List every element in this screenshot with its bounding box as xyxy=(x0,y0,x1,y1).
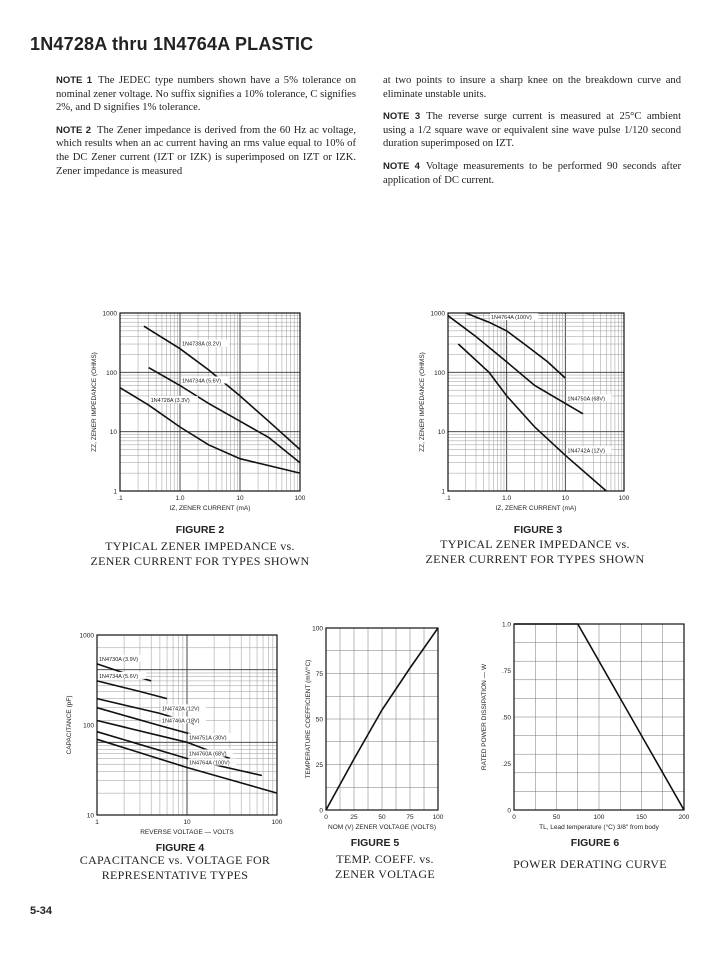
figure-6-chart xyxy=(472,612,702,838)
figure-6-caption xyxy=(480,857,700,872)
series-label: 1N4728A (3.3V) xyxy=(150,398,190,405)
figure-3-caption-line1: TYPICAL ZENER IMPEDANCE vs. xyxy=(440,537,630,551)
figure-4-chart xyxy=(55,625,295,837)
note-3-text: The reverse surge current is measured at 25°C ambient using a 1/2 square wave or equivalent sine wave pulse 1/120 second duration superimposed on IZT. xyxy=(383,111,682,150)
figure-4-caption xyxy=(40,853,310,883)
y-tick-label: 1.0 xyxy=(501,621,511,629)
x-tick-label: 0 xyxy=(512,814,516,821)
y-tick-label: 0 xyxy=(319,807,323,815)
plot-frame xyxy=(120,313,300,491)
note-3-label: NOTE 3 xyxy=(383,111,421,123)
y-tick-label: .50 xyxy=(501,714,511,722)
page-title: 1N4728A thru 1N4764A PLASTIC xyxy=(30,34,314,54)
x-tick-label: 10 xyxy=(561,495,569,502)
series-label: 1N4734A (5.6V) xyxy=(182,378,222,385)
figure-2-caption-line2: ZENER CURRENT FOR TYPES SHOWN xyxy=(90,554,310,568)
y-tick-label: 25 xyxy=(315,762,323,769)
series-line xyxy=(458,344,606,491)
series-label: 1N4750A (68V) xyxy=(567,396,605,403)
series-line xyxy=(120,388,300,473)
series-label: 1N4751A (30V) xyxy=(189,735,227,742)
notes-column-right xyxy=(383,74,681,196)
figure-5-caption-line2: ZENER VOLTAGE xyxy=(335,867,435,881)
page-number: 5-34 xyxy=(30,905,53,917)
y-tick-label: 10 xyxy=(109,429,117,437)
figure-4-label: FIGURE 4 xyxy=(155,842,205,854)
x-tick-label: 50 xyxy=(378,814,386,821)
y-tick-label: 1 xyxy=(441,488,445,496)
figure-3-caption xyxy=(385,537,685,567)
note-2-label: NOTE 2 xyxy=(56,124,92,136)
figure-4-caption-line1: CAPACITANCE vs. VOLTAGE FOR xyxy=(79,853,271,867)
figure-5-caption-line1: TEMP. COEFF. vs. xyxy=(336,852,434,866)
note-2 xyxy=(56,124,356,178)
figure-2-caption-line1: TYPICAL ZENER IMPEDANCE vs. xyxy=(105,539,295,553)
x-tick-label: 1 xyxy=(95,819,99,826)
note-4-label: NOTE 4 xyxy=(383,160,420,172)
x-tick-label: 100 xyxy=(593,814,605,821)
x-tick-label: 150 xyxy=(636,814,647,821)
series-line xyxy=(97,681,167,699)
y-tick-label: 100 xyxy=(434,369,445,377)
y-tick-label: 100 xyxy=(106,369,117,377)
x-tick-label: 100 xyxy=(618,495,630,502)
x-tick-label: 75 xyxy=(406,814,414,821)
series-label: 1N4742A (12V) xyxy=(567,448,605,455)
x-tick-label: 100 xyxy=(294,495,306,502)
x-tick-label: 200 xyxy=(678,814,690,821)
note-4 xyxy=(383,160,681,187)
x-tick-label: 25 xyxy=(350,814,358,821)
x-axis-label: IZ, ZENER CURRENT (mA) xyxy=(169,505,251,512)
x-tick-label: 1.0 xyxy=(502,495,512,502)
x-tick-label: 1.0 xyxy=(175,495,185,502)
x-tick-label: 10 xyxy=(183,819,191,826)
note-1-label: NOTE 1 xyxy=(56,75,93,86)
figure-2-label: FIGURE 2 xyxy=(175,524,225,536)
note-1-text: The JEDEC type numbers shown have a 5% tolerance on nominal zener voltage. No suffix signifies a 10% tolerance, C signifies 2%, and D signifies 1% tolerance. xyxy=(56,75,356,114)
x-tick-label: .1 xyxy=(117,495,123,502)
figure-3-label: FIGURE 3 xyxy=(513,524,563,536)
y-tick-label: .75 xyxy=(501,668,511,675)
y-axis-label: CAPACITANCE (pF) xyxy=(66,695,73,755)
figure-6-caption-line1: POWER DERATING CURVE xyxy=(513,857,667,871)
x-axis-label: IZ, ZENER CURRENT (mA) xyxy=(495,505,577,512)
y-tick-label: 100 xyxy=(83,722,94,730)
y-axis-label: RATED POWER DISSIPATION — W xyxy=(481,663,488,771)
x-tick-label: 100 xyxy=(432,814,444,821)
y-axis-label: ZZ, ZENER IMPEDANCE (OHMS) xyxy=(91,352,98,452)
series-label: 1N4760A (68V) xyxy=(189,751,227,758)
x-tick-label: 10 xyxy=(236,495,244,502)
y-tick-label: 75 xyxy=(315,671,323,678)
series-label: 1N4738A (8.2V) xyxy=(182,341,222,348)
note-3 xyxy=(383,110,681,151)
y-axis-label: ZZ, ZENER IMPEDANCE (OHMS) xyxy=(419,352,426,452)
x-tick-label: .1 xyxy=(445,495,451,502)
y-axis-label: TEMPERATURE COEFFICIENT (mV/°C) xyxy=(305,659,312,779)
series-label: 1N4746A (18V) xyxy=(161,718,200,725)
figure-3-caption-line2: ZENER CURRENT FOR TYPES SHOWN xyxy=(425,552,645,566)
y-tick-label: 10 xyxy=(437,429,445,437)
series-label: 1N4764A (100V) xyxy=(491,315,532,322)
series-label: 1N4742A (12V) xyxy=(161,706,200,713)
y-tick-label: 1000 xyxy=(102,310,117,318)
y-tick-label: 100 xyxy=(312,625,323,633)
x-tick-label: 50 xyxy=(552,814,561,821)
y-tick-label: 50 xyxy=(315,716,323,724)
y-tick-label: 1 xyxy=(113,488,117,496)
x-axis-label: NOM (V) ZENER VOLTAGE (VOLTS) xyxy=(328,824,436,831)
notes-column-left xyxy=(56,74,356,187)
note-2-text: The Zener impedance is derived from the 60 Hz ac voltage, which results when an ac current having an rms value equal to 10% of the DC Zener current (IZT or IZK) is superimposed on IZT or IZK. Zener impedance is measured xyxy=(56,124,357,177)
figure-6-label: FIGURE 6 xyxy=(570,837,620,849)
figure-4-caption-line2: REPRESENTATIVE TYPES xyxy=(101,868,249,882)
y-tick-label: 1000 xyxy=(79,632,94,640)
series-label: 1N4734A (5.6V) xyxy=(99,673,139,680)
y-tick-label: .25 xyxy=(501,761,511,768)
figure-2-caption xyxy=(50,539,350,569)
series-label: 1N4730A (3.9V) xyxy=(99,656,139,663)
y-tick-label: 10 xyxy=(86,812,94,820)
series-label: 1N4764A (100V) xyxy=(189,760,230,767)
note-1 xyxy=(56,74,356,115)
x-axis-label: TL, Lead temperature (°C) 3/8" from body xyxy=(539,824,659,831)
figure-2-chart xyxy=(58,305,320,520)
y-tick-label: 0 xyxy=(507,807,511,815)
figure-5-label: FIGURE 5 xyxy=(350,837,400,849)
y-tick-label: 1000 xyxy=(430,310,445,318)
figure-5-chart xyxy=(298,618,458,838)
note-2-continued: at two points to insure a sharp knee on the breakdown curve and eliminate unstable units. xyxy=(383,75,681,100)
figure-3-chart xyxy=(392,305,654,520)
figure-5-caption xyxy=(305,852,465,882)
x-tick-label: 0 xyxy=(324,814,328,821)
note-4-text: Voltage measurements to be performed 90 seconds after application of DC current. xyxy=(383,160,681,186)
x-tick-label: 100 xyxy=(271,819,283,826)
x-axis-label: REVERSE VOLTAGE — VOLTS xyxy=(140,829,234,836)
